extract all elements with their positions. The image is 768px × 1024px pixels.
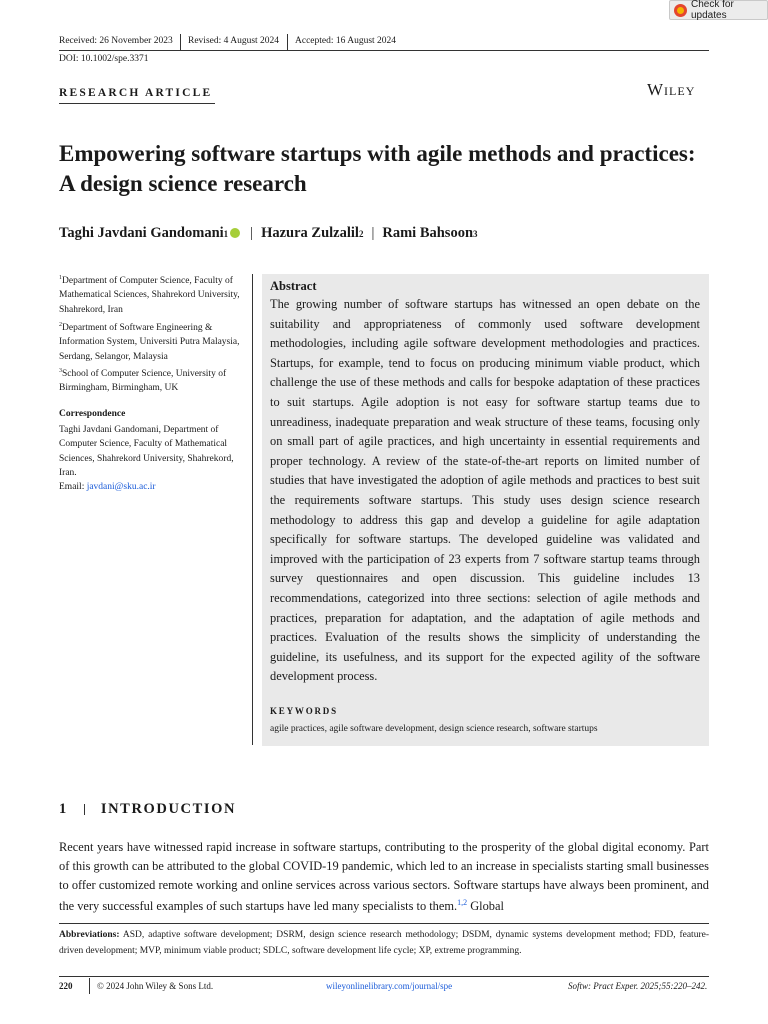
heading-separator [84,804,85,815]
check-updates-icon [674,4,687,17]
footer-separator [89,978,90,994]
publisher-logo: Wiley [647,80,696,99]
date-separator [287,34,288,50]
introduction-heading [59,801,236,818]
affiliation-text: Department of Computer Science, Faculty of Mathematical Sciences, Shahrekord University, Shahrekord, Iran [59,276,240,315]
author-name[interactable]: Hazura Zulzalil [261,225,359,241]
correspondence-email-line [59,482,156,492]
section-number: 1 [59,801,68,817]
correspondence-heading: Correspondence [59,409,126,419]
author-list [59,225,478,242]
introduction-paragraph [59,838,709,916]
keywords-list: agile practices, agile software development, design science research, software startups [270,724,598,734]
author-separator: | [371,225,375,241]
correspondence-body [59,423,249,494]
section-underline [59,103,215,104]
date-separator [180,34,181,50]
doi: DOI: 10.1002/spe.3371 [59,54,149,64]
affiliation-text: School of Computer Science, University of Birmingham, Birmingham, UK [59,369,227,394]
abstract-text: The growing number of software startups has witnessed an open debate on the suitability and appropriateness of commonly used software development methodologies, including agile software development methodologies and practices. Startups, for example, tend to focus on producing minimum viable product, which challenge the use of these methods and calls for bespoke adaptation of these practices to suit startups. Agile adoption is not easy for software startup teams due to unreadiness, inadequate preparation and weak structure of these teams, focusing only on small part of agile practices, and high uncertainty in essential requirements and proper technology. A review of the state-of-the-art reports on limited number of studies that have investigated the adoption of agile methods and practices to best suit the requirements software startups. This study uses design science research methodology to address this gap and develop a guideline for agile adaptation specifically for software startups. The developed guideline was validated and improved with the participation of 23 experts from 7 software startup teams through survey questionnaires and open discussion. This guideline includes 13 recommendations, categorized into three sections: selection of agile methods and practices, preparation for adaptation, and the adaptation of agile methods and practices. Evaluation of the results shows the simplicity of understanding the guideline, its usefulness, and its support for the expected agility of the software development process. [270,297,700,684]
abbreviations-text: ASD, adaptive software development; DSRM, design science research methodology; DSDM, dynamic systems development method; FDD, feature-driven development; MVP, minimum viable product; SDLC, software development life cycle; XP, extreme programming. [59,930,709,956]
footer-copyright: © 2024 John Wiley & Sons Ltd. [97,981,214,991]
email-label: Email: [59,482,85,493]
section-label: RESEARCH ARTICLE [59,87,213,99]
author-affiliation-mark: 3 [473,229,478,239]
introduction-text-tail: Global [467,899,504,914]
correspondence-text: Taghi Javdani Gandomani, Department of Computer Science, Faculty of Mathematical Sciences, Shahrekord University, Shahrekord, Iran. [59,425,234,478]
author-separator: | [250,225,254,241]
revised-date: Revised: 4 August 2024 [188,36,280,46]
author-affiliation-mark: 1 [223,229,229,239]
affiliation-mark: 3 [59,368,62,374]
abbreviations-rule [59,923,709,924]
accepted-date: Accepted: 16 August 2024 [295,36,397,46]
page-number: 220 [59,981,73,991]
affiliation-mark: 2 [59,322,62,328]
abbreviations-label: Abbreviations: [59,930,120,940]
email-link[interactable]: javdani@sku.ac.ir [86,482,156,493]
keywords-heading: KEYWORDS [270,706,338,716]
section-title: INTRODUCTION [100,801,237,817]
affiliation [59,271,249,317]
footer-rule [59,976,709,977]
author-affiliation-mark: 2 [358,229,364,239]
header-rule [59,50,709,51]
affiliation [59,318,249,364]
abstract-heading: Abstract [270,279,317,293]
footer-journal-link[interactable]: wileyonlinelibrary.com/journal/spe [326,981,453,991]
check-updates-label: Check for updates [691,0,734,21]
check-for-updates-button[interactable] [669,0,768,20]
received-date: Received: 26 November 2023 [59,36,173,46]
affiliation-mark: 1 [59,275,62,281]
author-name[interactable]: Taghi Javdani Gandomani [59,225,224,241]
affiliation [59,364,249,396]
affiliation-text: Department of Software Engineering & Information System, Universiti Putra Malaysia, Serdang, Selangor, Malaysia [59,323,240,362]
citation-link[interactable]: 1,2 [457,898,468,908]
introduction-text: Recent years have witnessed rapid increase in software startups, contributing to the prosperity of the global digital economy. Part of this growth can be attributed to the global COVID-19 pandemic, which led to an increase in specialists starting small businesses to offer customized remote working and online services across various sectors. Software startups have always been prominent, and the very successful examples of such startups have led many specialists to them. [59,840,709,914]
article-title: Empowering software startups with agile methods and practices: A design science research [59,141,696,196]
author-name[interactable]: Rami Bahsoon [382,225,474,241]
orcid-icon[interactable] [230,228,240,238]
abbreviations [59,928,709,959]
footer-citation: Softw: Pract Exper. 2025;55:220–242. [568,981,708,991]
column-divider [252,274,253,745]
